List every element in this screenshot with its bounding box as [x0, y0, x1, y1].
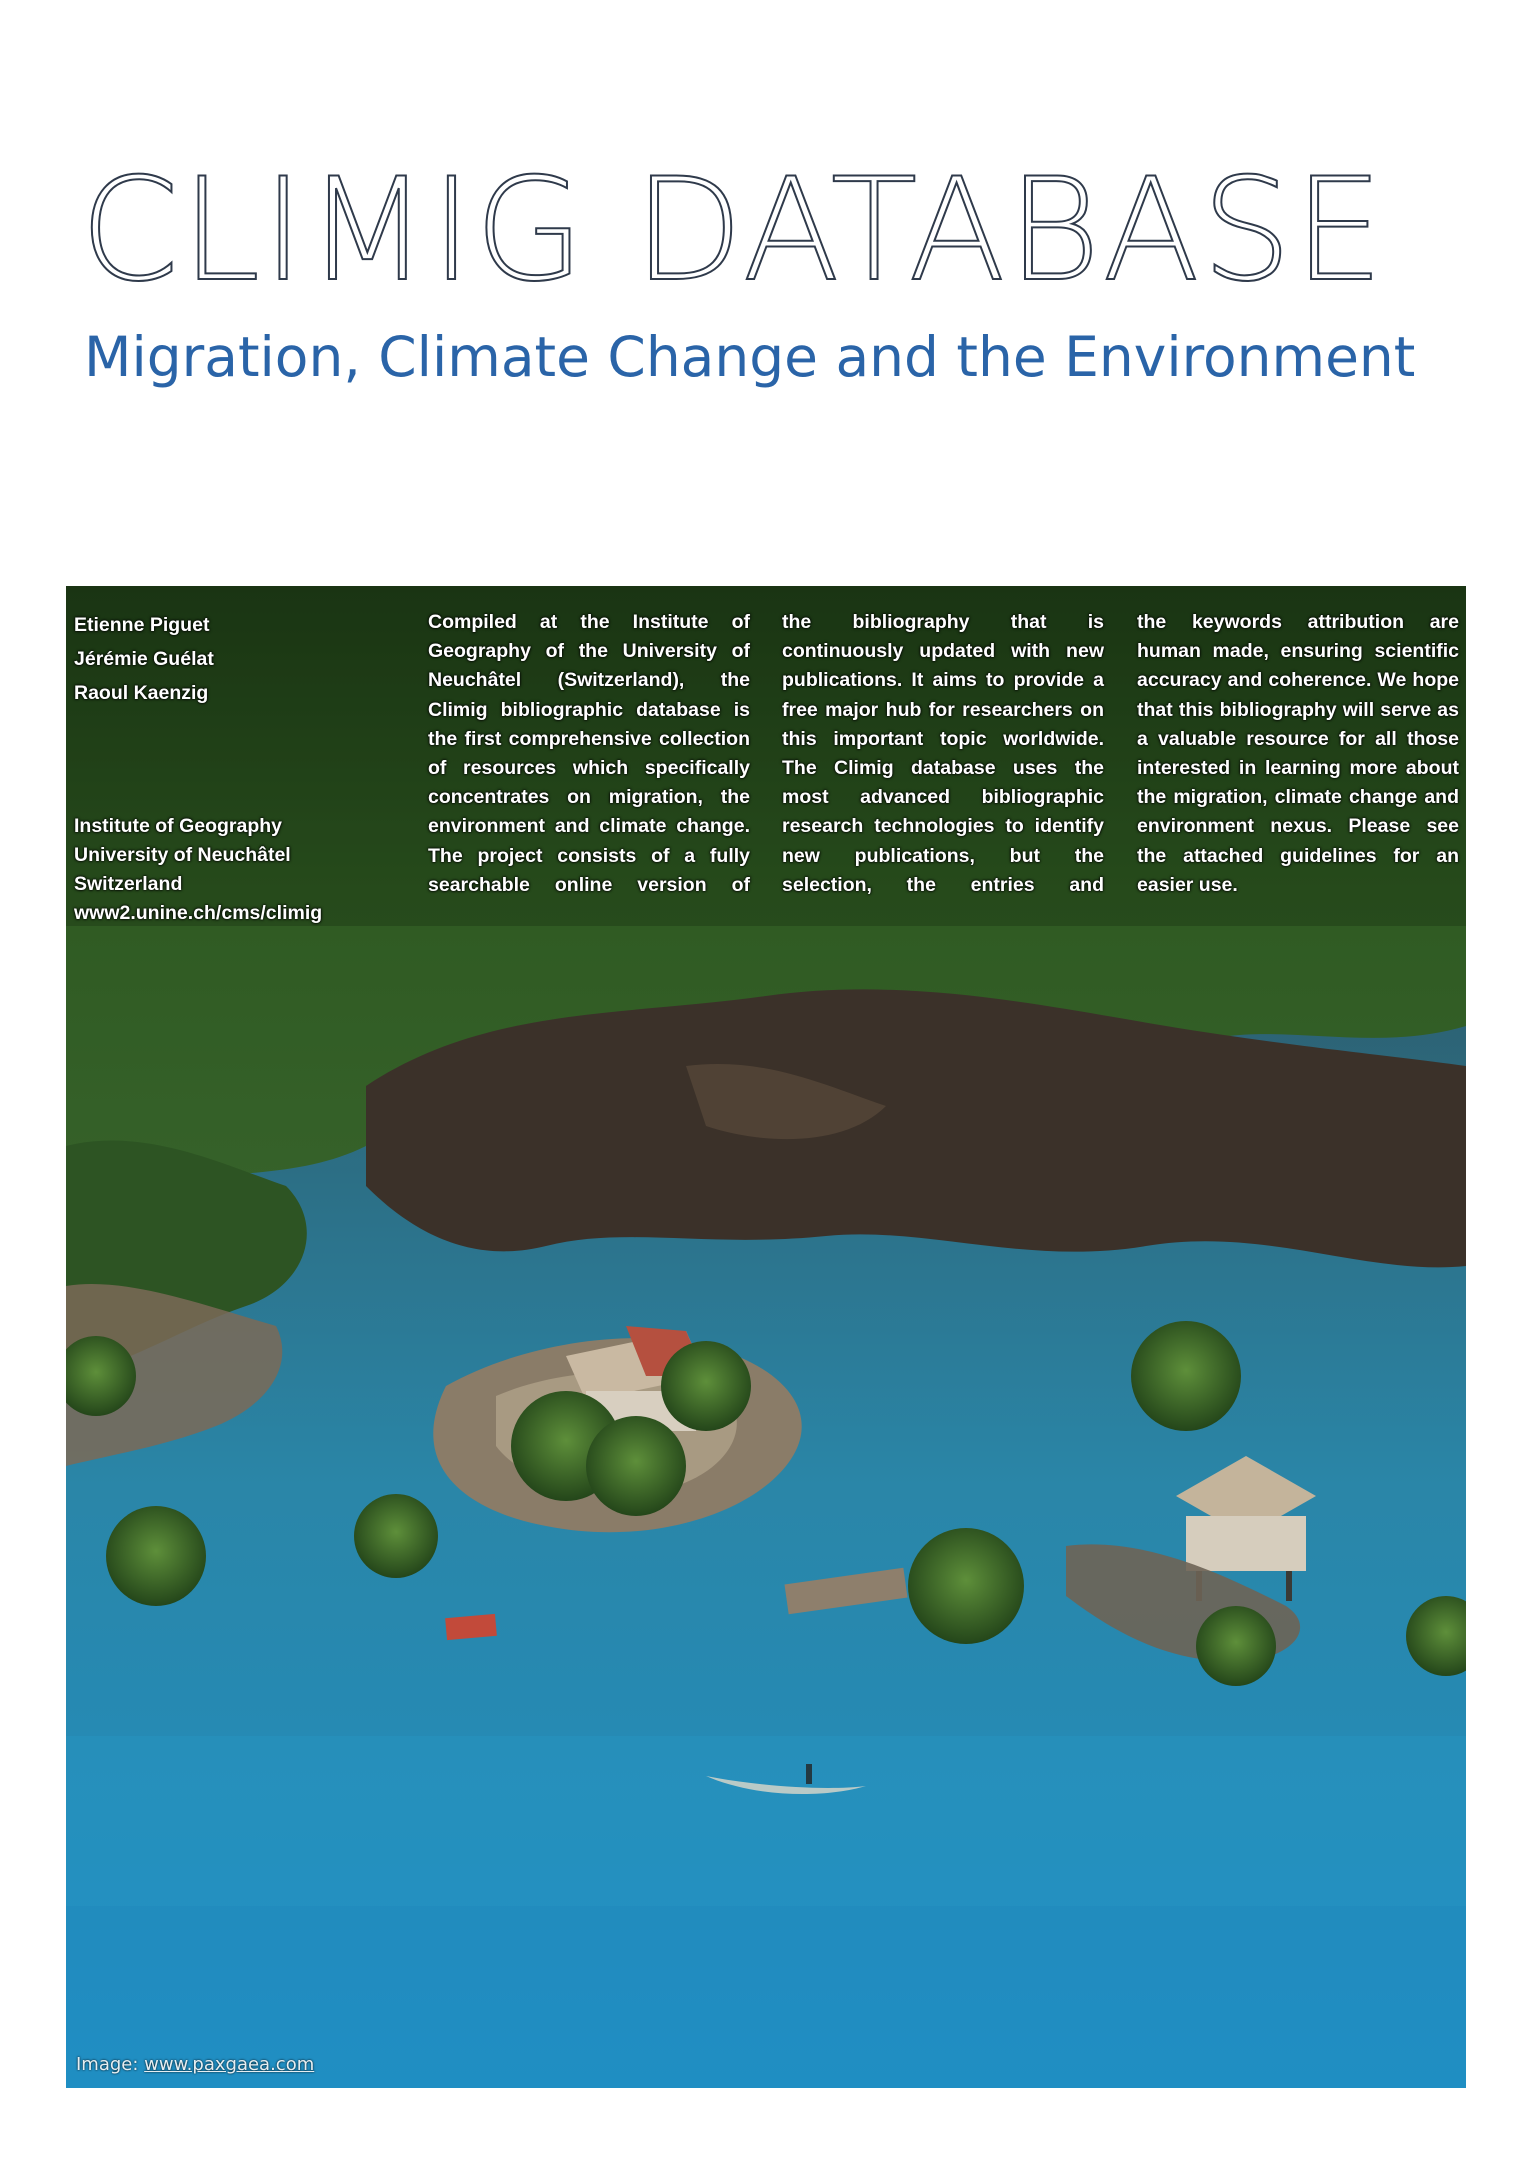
affiliation-university: University of Neuchâtel [74, 844, 291, 866]
image-credit-prefix: Image: [76, 2054, 139, 2075]
page-subtitle: Migration, Climate Change and the Environment [84, 325, 1416, 389]
author-name: Jérémie Guélat [74, 648, 214, 670]
affiliation-country: Switzerland [74, 873, 183, 895]
affiliation-url[interactable]: www2.unine.ch/cms/climig [74, 902, 323, 924]
body-column-1: Compiled at the Institute of Geography of the University of Neuchâtel (Switzerland), the Climig bibliographic database is the first comprehensive collection of resources which specifically concentrates on migration, the environment and climate change. The project consists of a fully searchable online version of [428, 611, 750, 896]
author-list [74, 608, 404, 710]
page-title: CLIMIG DATABASE [80, 148, 1386, 313]
author-name: Raoul Kaenzig [74, 682, 209, 704]
body-column-2: the bibliography that is continuously updated with new publications. It aims to provide a free major hub for researchers on this important topic worldwide. The Climig database uses the most advanced bibliographic research technologies to identify new publications, but the selection, the entries and [782, 611, 1104, 896]
affiliation-institute: Institute of Geography [74, 815, 283, 837]
body-column-3: the keywords attribution are human made, ensuring scientific accuracy and coherence. We hope that this bibliography will serve as a valuable resource for all those interested in learning more about the migration, climate change and environment nexus. Please see the attached guidelines for an easier use. [1137, 611, 1459, 896]
affiliation-block [74, 812, 414, 928]
image-credit [76, 2054, 314, 2075]
author-name: Etienne Piguet [74, 614, 210, 636]
image-credit-link[interactable]: www.paxgaea.com [144, 2054, 315, 2075]
